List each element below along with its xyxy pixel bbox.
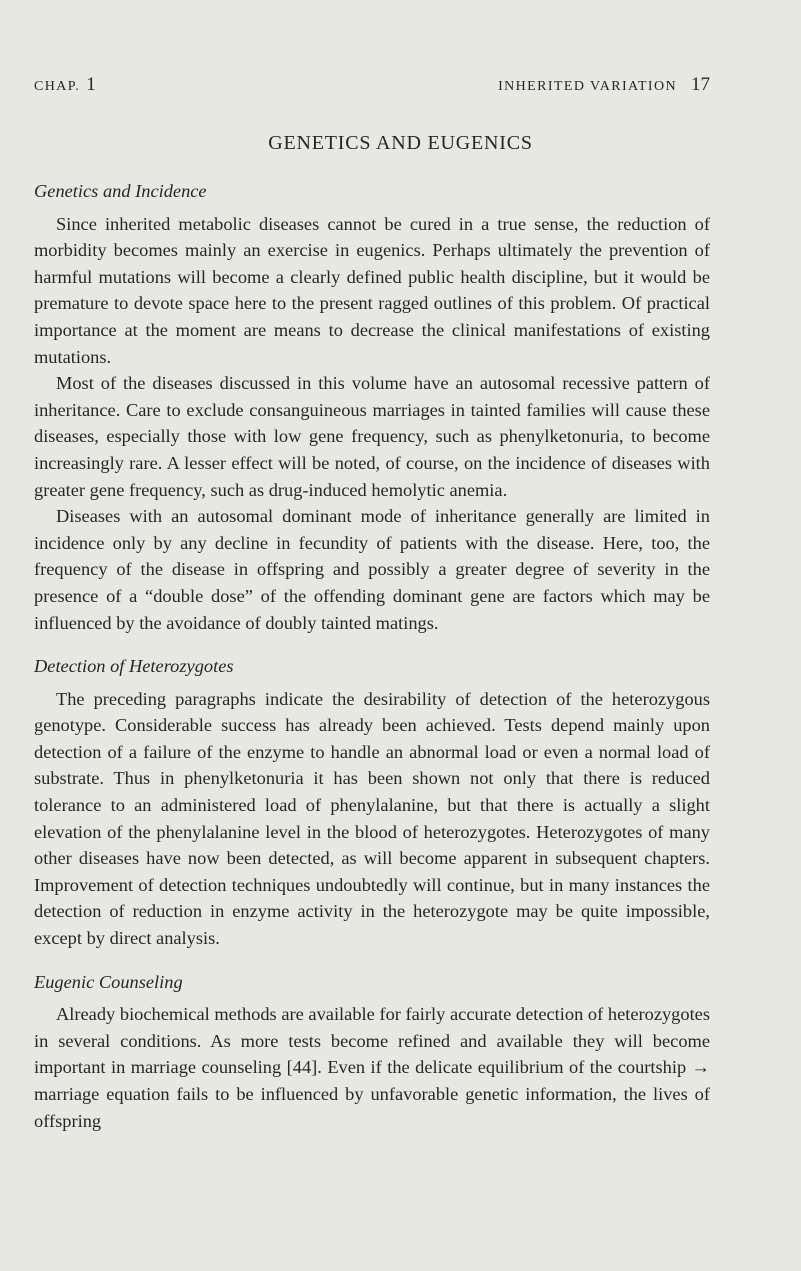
page-number: 17 xyxy=(691,74,710,95)
running-header xyxy=(34,74,710,96)
paragraph: Since inherited metabolic diseases cannot be cured in a true sense, the reduction of morbidity becomes mainly an exercise in eugenics. Perhaps ultimately the prevention of harmful mutations will become a clearly defined public health discipline, but it would be premature to devote space here to the present ragged outlines of this problem. Of practical importance at the moment are means to decrease the clinical manifestations of existing mutations. xyxy=(34,213,710,367)
section-genetics-incidence xyxy=(34,178,710,636)
section-heading: Eugenic Counseling xyxy=(34,971,183,992)
section-heading: Genetics and Incidence xyxy=(34,181,207,201)
section-heading: Detection of Heterozygotes xyxy=(34,656,234,677)
paragraph: Diseases with an autosomal dominant mode of inheritance generally are limited in incidence only by any decline in fecundity of patients with the disease. Here, too, the frequency of the disease in offspring and possibly a greater degree of severity in the presence of a “double dose” of the offending dominant gene are factors which may be influenced by the avoidance of doubly tainted matings. xyxy=(34,506,710,633)
chapter-marker xyxy=(34,74,96,96)
chapter-label: CHAP. xyxy=(34,79,81,94)
paragraph: The preceding paragraphs indicate the desirability of detection of the heterozygous genotype. Considerable success has already been achieved. Tests depend mainly upon detection of a failure of the enzyme to handle an abnormal load or even a normal load of substrate. Thus in phenylketonuria it has been shown not only that there is reduced tolerance to an administered load of phenylalanine, but that there is actually a slight elevation of the phenylalanine level in the blood of heterozygotes. Heterozygotes of many other diseases have now been detected, as will become apparent in subsequent chapters. Improvement of detection techniques undoubtedly will continue, but in many instances the detection of reduction in enzyme activity in the heterozygote may be quite impossible, except by direct analysis. xyxy=(34,688,710,949)
section-eugenic-counseling xyxy=(34,969,710,1135)
paragraph: Most of the diseases discussed in this volume have an autosomal recessive pattern of inheritance. Care to exclude consanguineous marriages in tainted families will cause these diseases, especially those with low gene frequency, such as phenylketonuria, to become increasingly rare. A lesser effect will be noted, of course, on the incidence of diseases with greater gene frequency, such as drug-induced hemolytic anemia. xyxy=(34,373,710,500)
page-title: GENETICS AND EUGENICS xyxy=(268,132,533,154)
body-text xyxy=(34,178,710,1151)
chapter-number: 1 xyxy=(86,74,96,95)
running-title: INHERITED VARIATION xyxy=(498,79,677,94)
section-detection-heterozygotes xyxy=(34,653,710,952)
paragraph: Already biochemical methods are available for fairly accurate detection of heterozygotes in several conditions. As more tests become refined and available they will become important in marriage counseling [44]. Even if the delicate equilibrium of the courtship → marriage equation fails to be influenced by unfavorable genetic information, the lives of offspring xyxy=(34,1004,710,1131)
